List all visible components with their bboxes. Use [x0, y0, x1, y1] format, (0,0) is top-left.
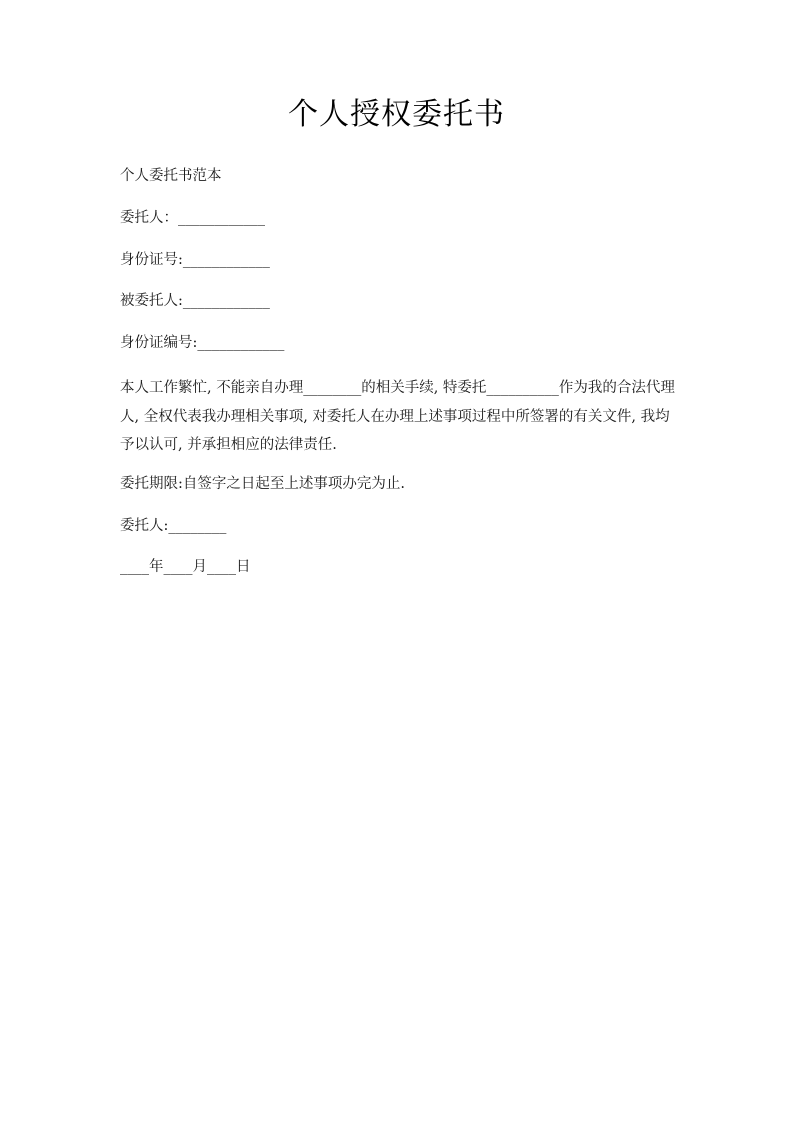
principal-field: 委托人：____________: [120, 210, 265, 226]
document-title: 个人授权委托书: [288, 97, 505, 132]
authorization-term: 委托期限:自签字之日起至上述事项办完为止.: [120, 476, 405, 492]
document-subtitle: 个人委托书范本: [120, 168, 222, 184]
signature-principal: 委托人:________: [120, 518, 227, 534]
authorization-paragraph: 本人工作繁忙, 不能亲自办理________的相关手续, 特委托__________作为我的合法代理人, 全权代表我办理相关事项, 对委托人在办理上述事项过程中所签署的有关文件, 我均予以认可, 并承担相应的法律责任.: [120, 380, 675, 453]
signature-date: ____年____月____日: [120, 559, 251, 575]
id-number-field: 身份证号:____________: [120, 252, 270, 268]
agent-id-number-field: 身份证编号:____________: [120, 335, 285, 351]
agent-field: 被委托人:____________: [120, 293, 270, 309]
